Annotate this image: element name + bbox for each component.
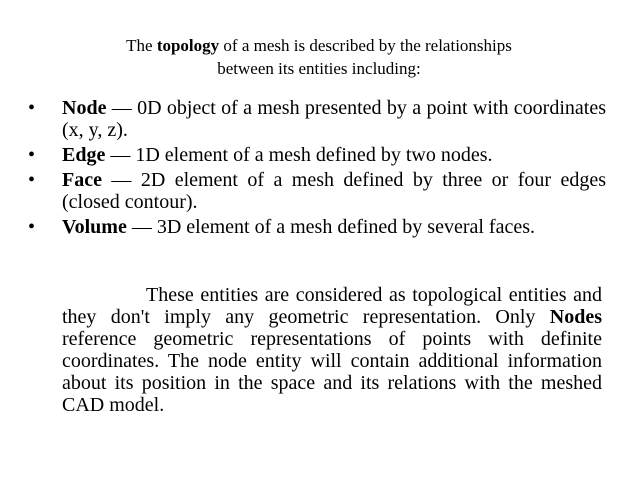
list-item-edge [28, 144, 606, 166]
definition-volume: — 3D element of a mesh defined by several faces. [126, 216, 536, 238]
explanation-paragraph [62, 284, 602, 416]
definition-face: — 2D element of a mesh defined by three or four edges (closed contour). [62, 169, 606, 213]
paragraph-term-nodes: Nodes [549, 306, 602, 328]
bullet-icon: • [28, 169, 36, 191]
paragraph-before: These entities are considered as topological entities and they don't imply any geometric representation. Only [62, 284, 602, 328]
intro-term-topology: topology [156, 36, 220, 55]
definition-node: — 0D object of a mesh presented by a point with coordinates (x, y, z). [62, 97, 606, 141]
intro-prefix: The [126, 36, 157, 55]
list-item-node [28, 97, 606, 141]
intro-rest: of a mesh is described by the relationships [219, 36, 512, 55]
term-node: Node [62, 97, 107, 119]
list-item-volume [28, 216, 606, 238]
term-volume: Volume [62, 216, 127, 238]
list-item-face [28, 169, 606, 213]
intro-line2: between its entities including: [217, 59, 421, 78]
entity-list [28, 97, 606, 241]
bullet-icon: • [28, 97, 36, 119]
bullet-icon: • [28, 216, 36, 238]
bullet-icon: • [28, 144, 36, 166]
intro-heading [40, 34, 598, 80]
paragraph-after: reference geometric representations of points with definite coordinates. The node entity will contain additional information about its position in the space and its relations with the meshed CAD model. [62, 328, 602, 416]
definition-edge: — 1D element of a mesh defined by two nodes. [105, 144, 493, 166]
term-face: Face [62, 169, 102, 191]
term-edge: Edge [62, 144, 106, 166]
